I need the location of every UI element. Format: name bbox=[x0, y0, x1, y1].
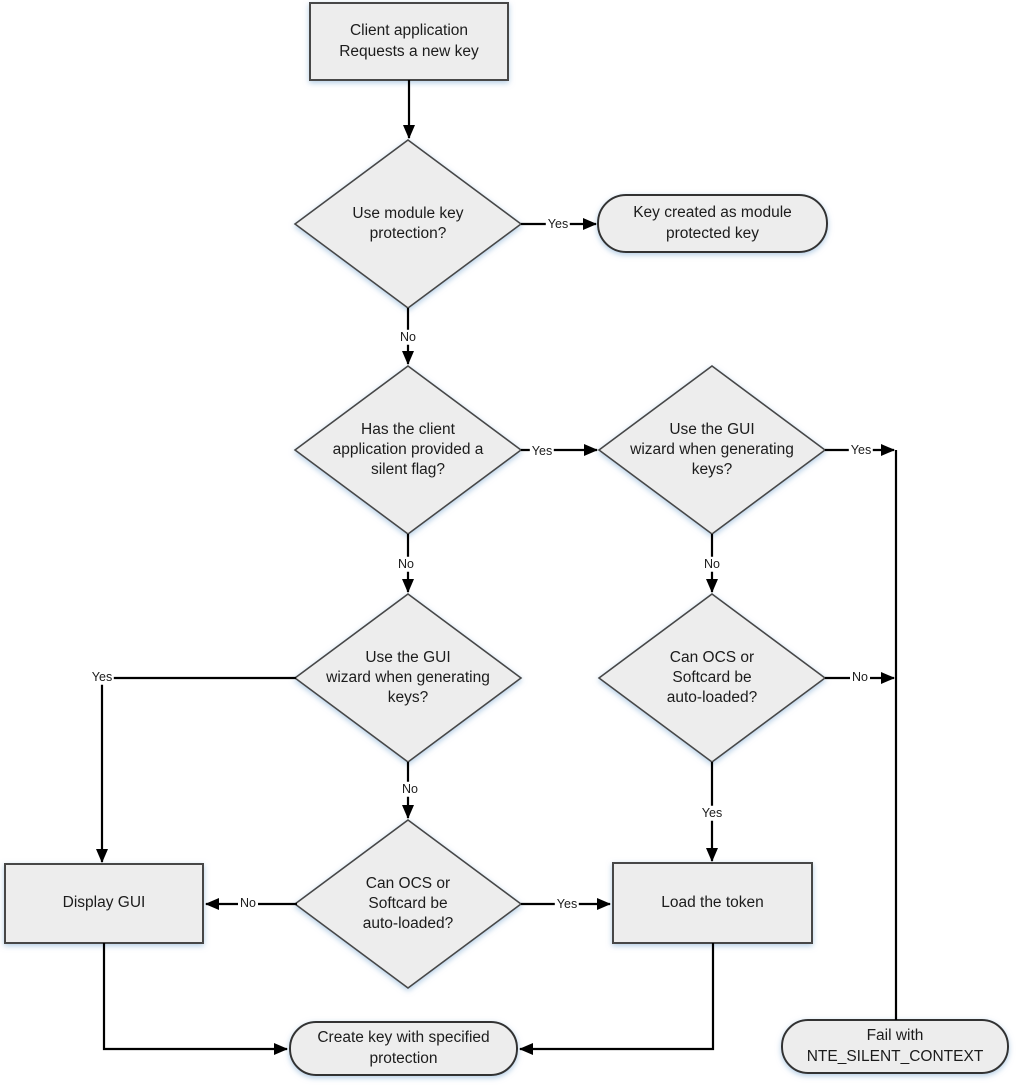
edge-label-module-no: No bbox=[400, 329, 416, 344]
terminator-create-key-shape bbox=[290, 1022, 517, 1075]
edge-label-autoload-interactive-no: No bbox=[240, 895, 256, 910]
node-decision-module-key: Use module key protection? bbox=[352, 204, 464, 242]
decision-gui-wizard-interactive-shape bbox=[295, 594, 521, 762]
node-display-gui: Display GUI bbox=[62, 894, 146, 912]
node-terminator-fail: Fail with NTE_SILENT_CONTEXT bbox=[806, 1027, 984, 1065]
node-decision-gui-wizard-interactive: Use the GUI wizard when generating keys? bbox=[326, 648, 490, 707]
node-start: Client application Requests a new key bbox=[339, 22, 479, 60]
decision-gui-wizard-silent-shape bbox=[599, 366, 825, 534]
decision-autoload-silent-shape bbox=[599, 594, 825, 762]
node-terminator-module-protected: Key created as module protected key bbox=[633, 204, 792, 242]
edge-wizard-interactive-yes bbox=[102, 678, 296, 862]
decision-module-key-shape bbox=[295, 140, 521, 308]
node-decision-silent-flag: Has the client application provided a silent flag? bbox=[332, 420, 484, 479]
node-decision-autoload-silent: Can OCS or Softcard be auto-loaded? bbox=[666, 648, 758, 707]
node-decision-autoload-interactive: Can OCS or Softcard be auto-loaded? bbox=[362, 874, 454, 933]
start-shape bbox=[310, 3, 508, 80]
decision-silent-flag-shape bbox=[295, 366, 521, 534]
edge-label-wizard-interactive-yes: Yes bbox=[91, 669, 113, 684]
edge-label-module-yes: Yes bbox=[547, 216, 569, 231]
terminator-fail-shape bbox=[782, 1020, 1008, 1073]
edge-label-wizard-silent-no: No bbox=[704, 556, 720, 571]
node-shapes bbox=[5, 3, 1008, 1075]
load-token-shape bbox=[613, 863, 812, 943]
edge-display-gui-to-create-key bbox=[104, 943, 287, 1049]
edge-load-token-to-create-key bbox=[520, 943, 713, 1049]
node-terminator-create-key: Create key with specified protection bbox=[317, 1029, 490, 1067]
display-gui-shape bbox=[5, 864, 203, 943]
edge-label-wizard-silent-yes: Yes bbox=[850, 442, 872, 457]
edge-label-wizard-interactive-no: No bbox=[402, 781, 418, 796]
edge-label-silent-no: No bbox=[398, 556, 414, 571]
decision-autoload-interactive-shape bbox=[295, 820, 521, 988]
edge-label-silent-yes: Yes bbox=[531, 443, 553, 458]
terminator-module-protected-shape bbox=[598, 195, 827, 252]
edge-label-autoload-interactive-yes: Yes bbox=[556, 896, 578, 911]
node-load-token: Load the token bbox=[661, 893, 764, 911]
node-decision-gui-wizard-silent: Use the GUI wizard when generating keys? bbox=[630, 420, 794, 479]
edge-label-autoload-silent-no: No bbox=[852, 669, 868, 684]
edge-label-autoload-silent-yes: Yes bbox=[701, 805, 723, 820]
